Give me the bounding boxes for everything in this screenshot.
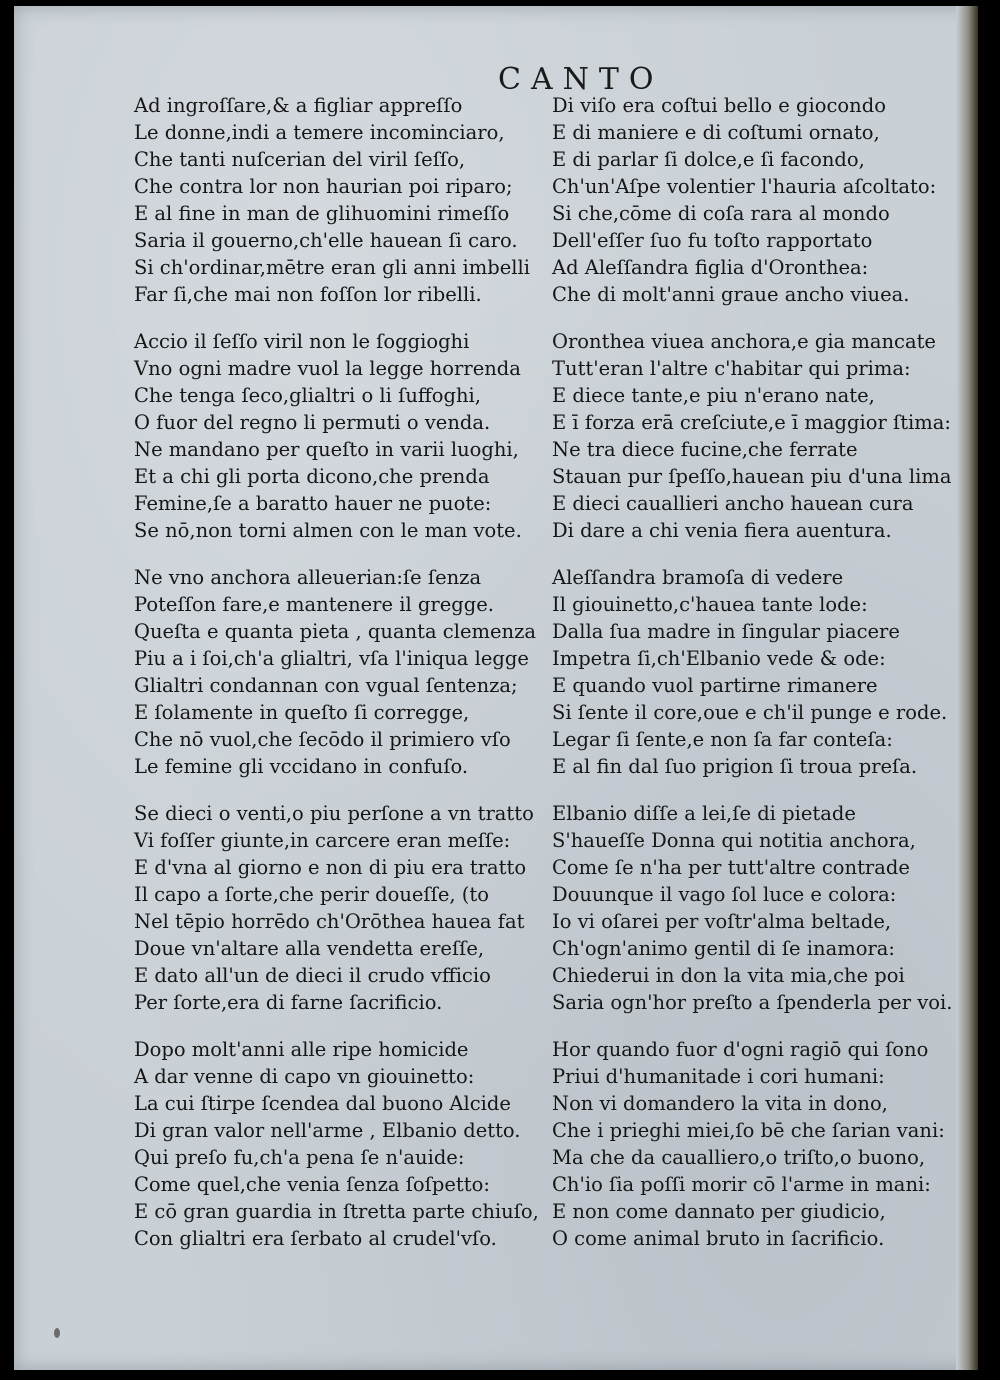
- verse-line: Le donne,indi a temere incominciaro,: [134, 121, 505, 144]
- verse-line: Glialtri condannan con vgual ſentenza;: [134, 674, 518, 697]
- verse-line: Hor quando fuor d'ogni ragiō qui ſono: [552, 1038, 929, 1061]
- verse-line: Ne tra diece fucine,che ferrate: [552, 438, 858, 461]
- verse-line: E al fine in man de glihuomini rimeſſo: [134, 202, 510, 225]
- verse-line: Per ſorte,era di farne ſacrificio.: [134, 991, 443, 1014]
- stanza: [552, 92, 972, 308]
- verse-line: Dell'eſſer ſuo fu toſto rapportato: [552, 229, 873, 252]
- verse-line: Qui preſo fu,ch'a pena ſe n'auide:: [134, 1146, 465, 1169]
- verse-line: Il giouinetto,c'hauea tante lode:: [552, 593, 868, 616]
- verse-line: Vno ogni madre vuol la legge horrenda: [134, 357, 521, 380]
- left-column: [134, 92, 574, 1272]
- verse-line: Come quel,che venia ſenza ſoſpetto:: [134, 1173, 490, 1196]
- verse-line: Douunque il vago ſol luce e colora:: [552, 883, 897, 906]
- stanza: [552, 328, 972, 544]
- verse-line: E d'vna al giorno e non di piu era tratto: [134, 856, 527, 879]
- ink-spot: [54, 1328, 60, 1338]
- verse-line: S'haueſſe Donna qui notitia anchora,: [552, 829, 916, 852]
- verse-line: Poteſſon fare,e mantenere il gregge.: [134, 593, 494, 616]
- verse-line: O fuor del regno li permuti o venda.: [134, 411, 491, 434]
- verse-line: Aleſſandra bramoſa di vedere: [552, 566, 844, 589]
- verse-line: Di gran valor nell'arme , Elbanio detto.: [134, 1119, 521, 1142]
- verse-line: E non come dannato per giudicio,: [552, 1200, 886, 1223]
- verse-line: Ad ingroſſare,& a figliar appreſſo: [134, 94, 463, 117]
- verse-line: E quando vuol partirne rimanere: [552, 674, 878, 697]
- verse-line: Io vi oſarei per voſtr'alma beltade,: [552, 910, 892, 933]
- verse-line: Legar ſi ſente,e non ſa far conteſa:: [552, 728, 893, 751]
- verse-line: Saria il gouerno,ch'elle hauean ſi caro.: [134, 229, 518, 252]
- verse-line: Ch'io ſia poſſi morir cō l'arme in mani:: [552, 1173, 931, 1196]
- verse-line: Dopo molt'anni alle ripe homicide: [134, 1038, 469, 1061]
- verse-line: Di viſo era coſtui bello e giocondo: [552, 94, 886, 117]
- verse-line: La cui ſtirpe ſcendea dal buono Alcide: [134, 1092, 511, 1115]
- verse-line: Che tanti nuſcerian del viril ſeſſo,: [134, 148, 466, 171]
- verse-line: Et a chi gli porta dicono,che prenda: [134, 465, 490, 488]
- verse-line: O come animal bruto in ſacrificio.: [552, 1227, 885, 1250]
- right-column: [552, 92, 972, 1272]
- verse-line: A dar venne di capo vn giouinetto:: [134, 1065, 475, 1088]
- verse-line: E cō gran guardia in ſtretta parte chiuſo,: [134, 1200, 539, 1223]
- verse-line: Non vi domandero la vita in dono,: [552, 1092, 888, 1115]
- verse-line: E ſolamente in queſto ſi corregge,: [134, 701, 470, 724]
- verse-line: Ch'ogn'animo gentil di ſe inamora:: [552, 937, 895, 960]
- verse-line: Con glialtri era ſerbato al crudel'vſo.: [134, 1227, 497, 1250]
- verse-line: Stauan pur ſpeſſo,hauean piu d'una lima: [552, 465, 952, 488]
- verse-line: Di dare a chi venia fiera auentura.: [552, 519, 892, 542]
- verse-line: Ne vno anchora alleuerian:ſe ſenza: [134, 566, 482, 589]
- verse-line: Far ſi,che mai non foſſon lor ribelli.: [134, 283, 482, 306]
- verse-line: E di maniere e di coſtumi ornato,: [552, 121, 880, 144]
- stanza: [552, 1036, 972, 1252]
- verse-line: Si che,cōme di coſa rara al mondo: [552, 202, 890, 225]
- verse-line: Nel tēpio horrēdo ch'Orōthea hauea fat: [134, 910, 525, 933]
- verse-line: Tutt'eran l'altre c'habitar qui prima:: [552, 357, 911, 380]
- verse-line: E di parlar ſi dolce,e ſi facondo,: [552, 148, 865, 171]
- verse-line: Oronthea viuea anchora,e gia mancate: [552, 330, 936, 353]
- verse-line: E dieci caualliеri ancho hauean cura: [552, 492, 914, 515]
- verse-line: E al fin dal ſuo prigion ſi troua preſa.: [552, 755, 918, 778]
- stanza: [134, 92, 574, 308]
- verse-line: Ne mandano per queſto in varii luoghi,: [134, 438, 519, 461]
- verse-line: Le femine gli vccidano in confuſo.: [134, 755, 469, 778]
- verse-line: Accio il ſeſſo viril non le ſoggioghi: [134, 330, 470, 353]
- verse-line: Ch'un'Aſpe volentier l'hauria aſcoltato:: [552, 175, 937, 198]
- verse-line: Se nō,non torni almen con le man vote.: [134, 519, 522, 542]
- verse-line: E ī forza erā creſciute,e ī maggior ſtima:: [552, 411, 951, 434]
- stanza: [552, 800, 972, 1016]
- verse-line: Ad Aleſſandra figlia d'Oronthea:: [552, 256, 869, 279]
- stanza: [134, 800, 574, 1016]
- stanza: [134, 1036, 574, 1252]
- verse-line: Elbanio diſſe a lei,ſe di pietade: [552, 802, 856, 825]
- verse-line: Queſta e quanta pieta , quanta clemenza: [134, 620, 536, 643]
- stanza: [134, 328, 574, 544]
- verse-line: Dalla ſua madre in ſingular piacere: [552, 620, 900, 643]
- verse-line: Impetra ſi,ch'Elbanio vede & ode:: [552, 647, 886, 670]
- verse-line: Che contra lor non haurian poi riparo;: [134, 175, 513, 198]
- verse-line: Priui d'humanitade i cori humani:: [552, 1065, 885, 1088]
- verse-line: Saria ogn'hor preſto a ſpenderla per voi.: [552, 991, 953, 1014]
- verse-line: Chiederui in don la vita mia,che poi: [552, 964, 905, 987]
- verse-line: E dato all'un de dieci il crudo vfficio: [134, 964, 491, 987]
- verse-line: Che di molt'anni graue ancho viuea.: [552, 283, 910, 306]
- running-header: CANTO: [498, 62, 664, 97]
- stanza: [552, 564, 972, 780]
- verse-line: Come ſe n'ha per tutt'altre contrade: [552, 856, 910, 879]
- verse-line: Ma che da caualliero,o triſto,o buono,: [552, 1146, 926, 1169]
- verse-line: Si ch'ordinar,mētre eran gli anni imbelli: [134, 256, 530, 279]
- stanza: [134, 564, 574, 780]
- verse-line: Si ſente il core,oue e ch'il punge e rode.: [552, 701, 948, 724]
- verse-line: Che nō vuol,che ſecōdo il primiero vſo: [134, 728, 511, 751]
- verse-line: E diece tante,e piu n'erano nate,: [552, 384, 875, 407]
- verse-line: Che tenga ſeco,glialtri o li ſuffoghi,: [134, 384, 481, 407]
- verse-line: Se dieci o venti,o piu perſone a vn tratto: [134, 802, 534, 825]
- verse-line: Femine,ſe a baratto hauer ne puote:: [134, 492, 492, 515]
- verse-line: Doue vn'altare alla vendetta ereſſe,: [134, 937, 485, 960]
- verse-line: Che i prieghi miei,ſo bē che ſarian vani:: [552, 1119, 945, 1142]
- verse-line: Vi foſſer giunte,in carcere eran meſſe:: [134, 829, 511, 852]
- verse-line: Piu a i ſoi,ch'a glialtri, vſa l'iniqua legge: [134, 647, 529, 670]
- verse-line: Il capo a ſorte,che perir doueſſe, (to: [134, 883, 489, 906]
